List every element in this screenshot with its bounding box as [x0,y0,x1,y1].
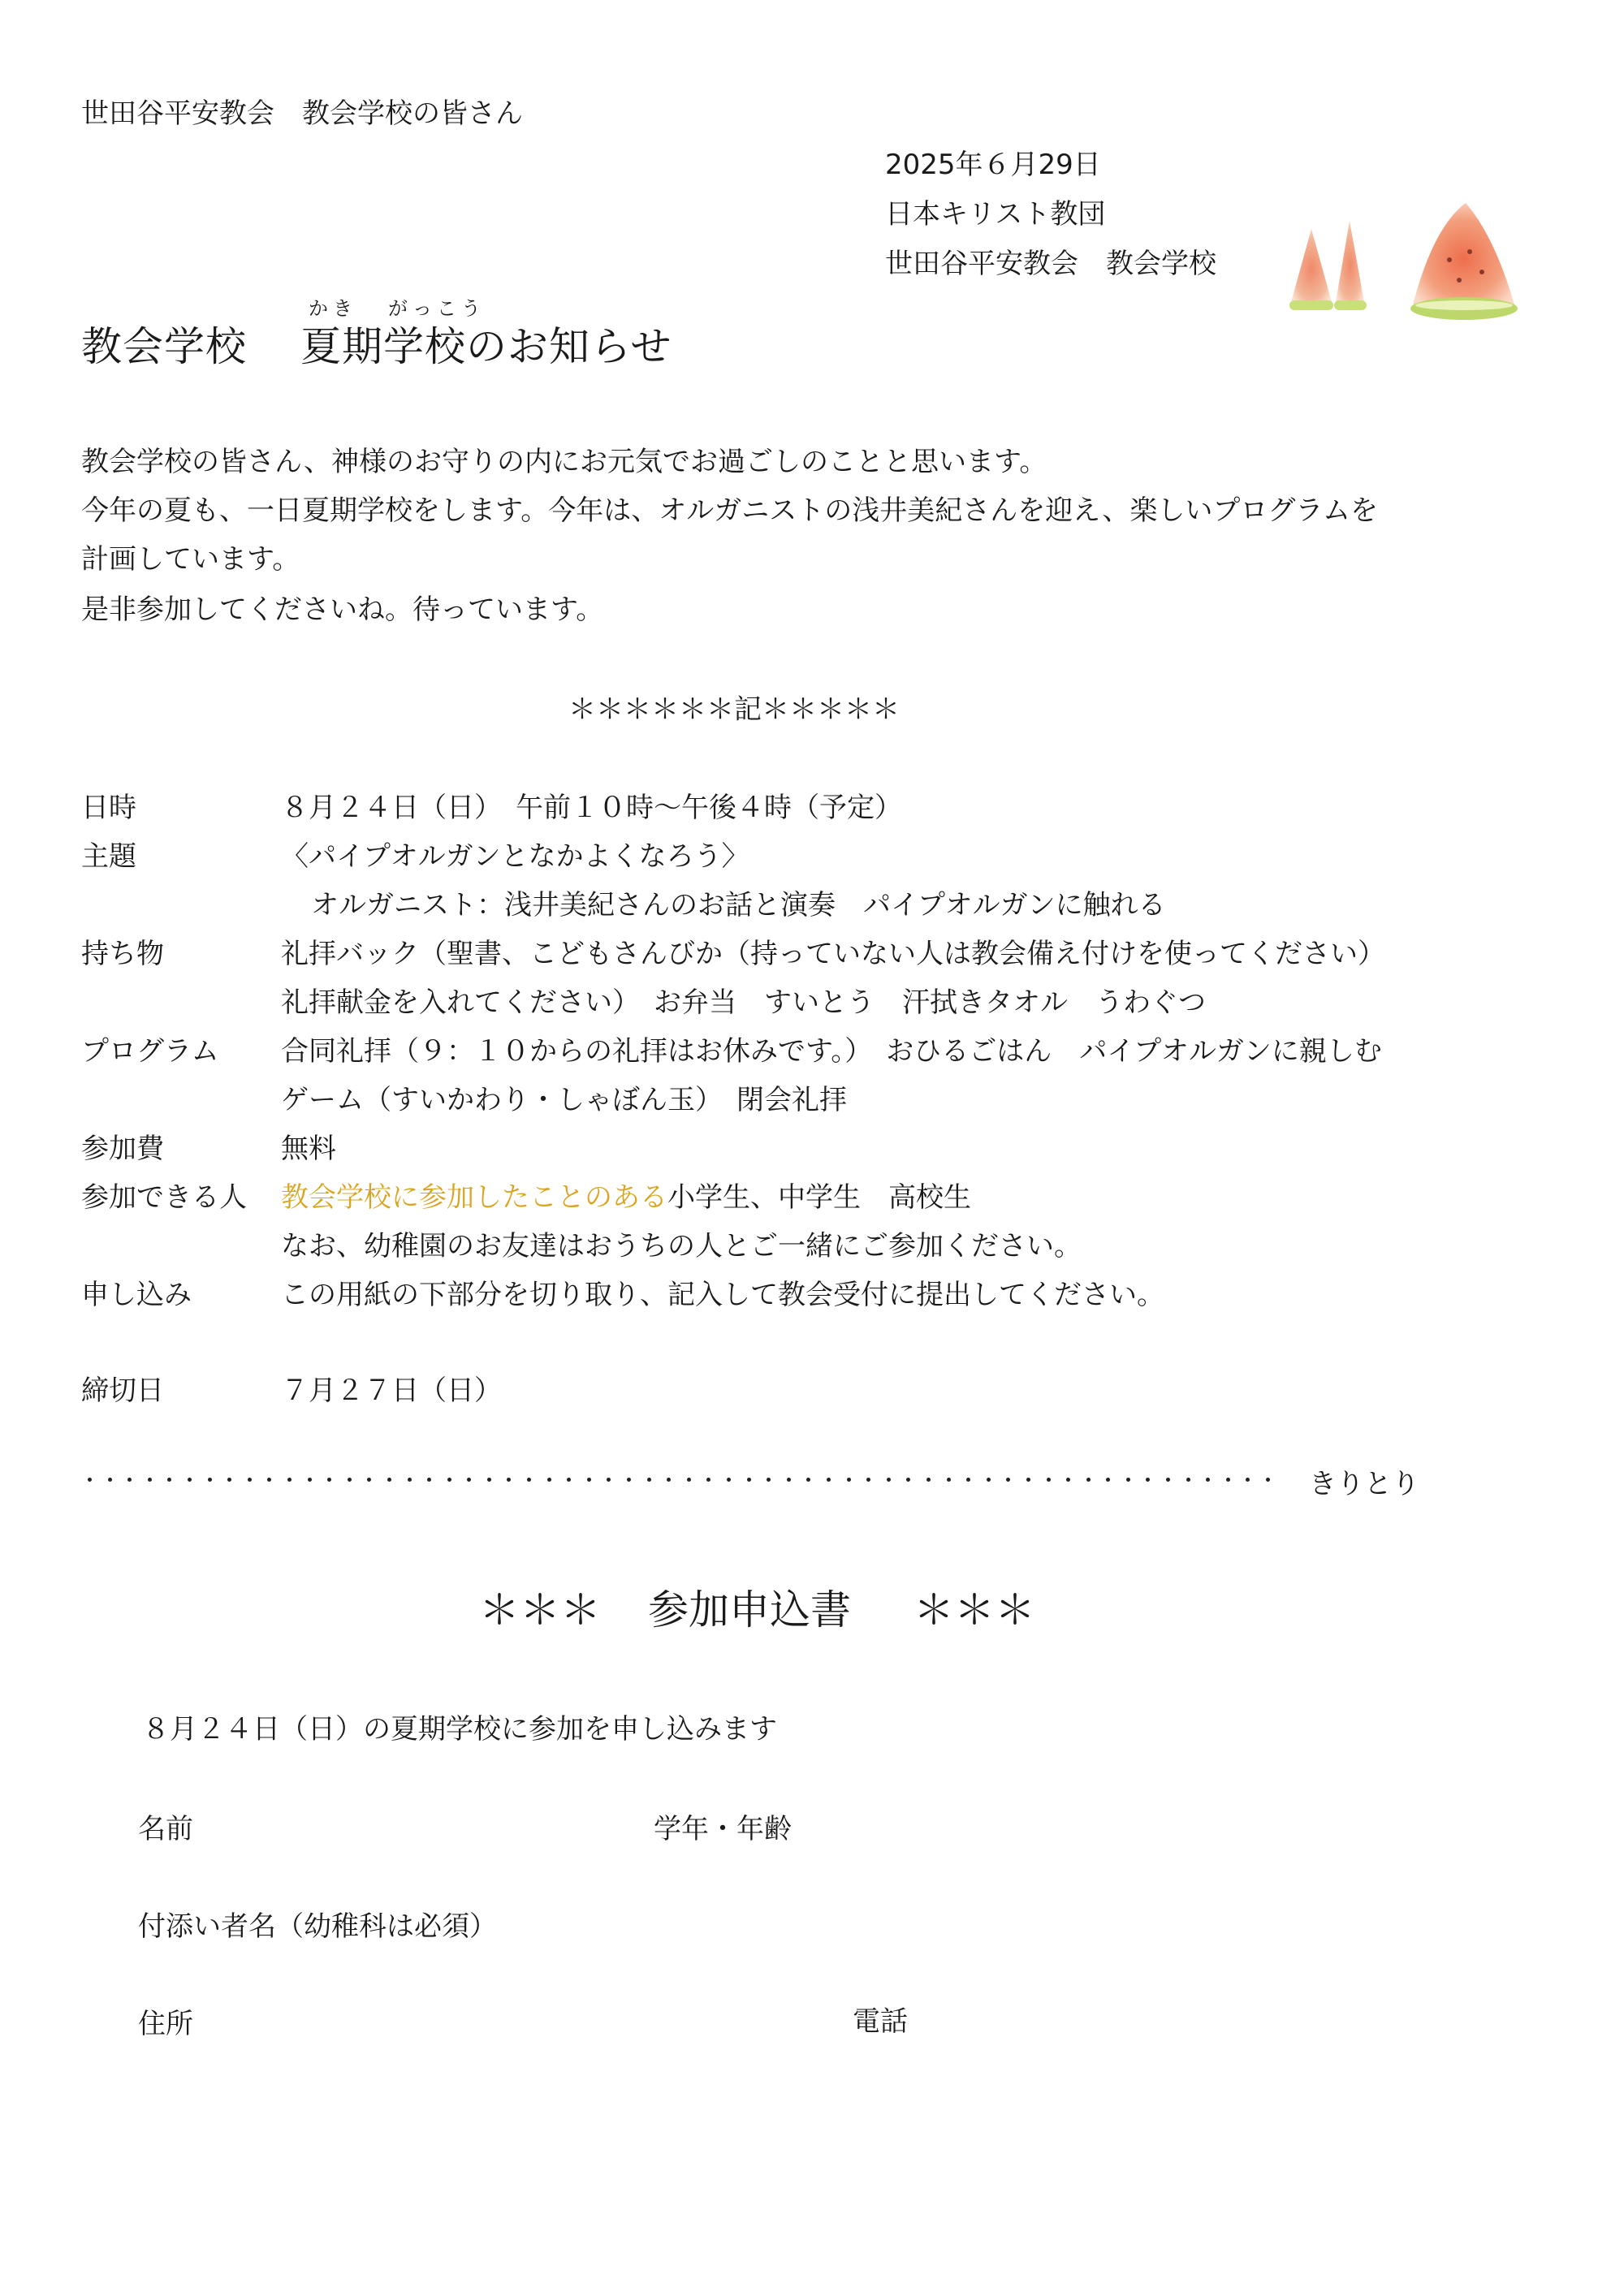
cut-line [88,1471,1294,1487]
fee-label: 参加費 [81,1133,164,1165]
page-title-prefix: 教会学校 [81,323,247,370]
cut-dot [987,1478,991,1482]
ruby-kaki: かき [309,297,357,320]
cut-dot [1026,1478,1030,1482]
cut-dot [188,1478,192,1482]
org-name: 日本キリスト教団 [885,198,1106,231]
grade-label: 学年・年齢 [654,1813,792,1845]
cut-dot [547,1478,551,1482]
cut-dot [1166,1478,1170,1482]
cut-dot [487,1478,491,1482]
cut-dot [1186,1478,1190,1482]
cut-dot [227,1478,231,1482]
cut-dot [108,1478,112,1482]
cut-dot [88,1478,92,1482]
cut-dot [1226,1478,1230,1482]
cut-dot [408,1478,412,1482]
items-value-2: 礼拝献金を入れてください） お弁当 すいとう 汗拭きタオル うわぐつ [281,986,1206,1019]
cut-dot [1126,1478,1130,1482]
program-value: 合同礼拝（９：１０からの礼拝はお休みです。） おひるごはん パイプオルガンに親しむ [281,1035,1382,1068]
eligible-label: 参加できる人 [81,1181,247,1214]
deadline-value: ７月２７日（日） [281,1375,502,1407]
datetime-label: 日時 [81,792,136,824]
cut-dot [727,1478,731,1482]
eligible-highlight: 教会学校に参加したことのある [281,1181,667,1214]
cut-dot [1206,1478,1210,1482]
apply-label: 申し込み [81,1279,192,1311]
cut-dot [587,1478,591,1482]
cut-dot [827,1478,831,1482]
phone-label: 電話 [853,2005,908,2038]
deadline-label: 締切日 [81,1375,164,1407]
cut-dot [906,1478,910,1482]
eligible-value-2: なお、幼稚園のお友達はおうちの人とご一緒にご参加ください。 [281,1230,1082,1262]
cut-dot [167,1478,171,1482]
cut-dot [706,1478,710,1482]
cut-dot [427,1478,431,1482]
cut-dot [647,1478,651,1482]
intro-line-1: 教会学校の皆さん、神様のお守りの内にお元気でお過ごしのことと思います。 [81,446,1047,478]
name-label: 名前 [138,1813,193,1845]
form-title-stars-left: ＊＊＊ [479,1586,601,1634]
program-value-2: ゲーム（すいかわり・しゃぼん玉） 閉会礼拝 [281,1084,847,1116]
intro-line-3: 計画しています。 [81,543,300,576]
cut-dot [248,1478,252,1482]
ruby-gakkou: がっこう [388,297,486,320]
cut-dot [1266,1478,1270,1482]
intro-line-4: 是非参加してくださいね。待っています。 [81,593,604,626]
intro-line-2: 今年の夏も、一日夏期学校をします。今年は、オルガニストの浅井美紀さんを迎え、楽しいプログラムを [81,494,1378,527]
cut-dot [806,1478,810,1482]
cut-dot [387,1478,391,1482]
issue-date: 2025年６月29日 [885,149,1101,181]
guardian-label: 付添い者名（幼稚科は必須） [138,1910,497,1943]
cut-dot [287,1478,292,1482]
theme-value-2: オルガニスト：浅井美紀さんのお話と演奏 パイプオルガンに触れる [311,889,1166,921]
cut-dot [367,1478,371,1482]
cut-dot [966,1478,970,1482]
items-label: 持ち物 [81,938,164,970]
cut-dot [208,1478,212,1482]
addressee: 世田谷平安教会 教会学校の皆さん [81,97,523,130]
address-label: 住所 [138,2008,193,2040]
cut-dot [767,1478,771,1482]
cut-dot [348,1478,352,1482]
cut-dot [787,1478,791,1482]
cut-dot [1006,1478,1010,1482]
cut-dot [148,1478,152,1482]
cut-dot [687,1478,691,1482]
items-value: 礼拝バック（聖書、こどもさんびか（持っていない人は教会備え付けを使ってください） [281,938,1385,970]
cut-dot [447,1478,451,1482]
cut-dot [567,1478,571,1482]
eligible-value [281,1181,971,1214]
datetime-value: ８月２４日（日） 午前１０時～午後４時（予定） [281,792,902,824]
theme-value: 〈パイプオルガンとなかよくなろう〉 [281,840,749,873]
cut-dot [467,1478,471,1482]
cut-dot [887,1478,891,1482]
apply-value: この用紙の下部分を切り取り、記入して教会受付に提出してください。 [281,1279,1164,1311]
cut-dot [747,1478,751,1482]
cut-dot [1066,1478,1070,1482]
cut-dot [1146,1478,1150,1482]
cut-dot [127,1478,132,1482]
cut-dot [1047,1478,1051,1482]
cut-dot [607,1478,611,1482]
theme-label: 主題 [81,840,136,873]
form-title-stars-right: ＊＊＊ [914,1586,1035,1634]
form-title: 参加申込書 [648,1586,851,1634]
page-title: 夏期学校のお知らせ [300,323,672,370]
cut-dot [507,1478,511,1482]
cut-dot [1106,1478,1110,1482]
cut-dot [926,1478,931,1482]
cut-dot [847,1478,851,1482]
cut-dot [627,1478,631,1482]
cut-dot [308,1478,312,1482]
watermelon-slice-icon [1275,213,1372,318]
eligible-rest: 小学生、中学生 高校生 [667,1181,971,1214]
fee-value: 無料 [281,1133,336,1165]
cut-dot [667,1478,671,1482]
form-statement: ８月２４日（日）の夏期学校に参加を申し込みます [142,1713,777,1746]
ki-heading: ＊＊＊＊＊＊記＊＊＊＊＊ [568,693,900,726]
cut-label: きりとり [1309,1468,1419,1500]
cut-dot [527,1478,531,1482]
watermelon-slice-icon [1401,195,1522,325]
cut-dot [327,1478,331,1482]
cut-dot [947,1478,951,1482]
cut-dot [1246,1478,1250,1482]
program-label: プログラム [81,1035,219,1068]
cut-dot [267,1478,271,1482]
org-school: 世田谷平安教会 教会学校 [885,248,1216,280]
cut-dot [866,1478,870,1482]
cut-dot [1086,1478,1091,1482]
